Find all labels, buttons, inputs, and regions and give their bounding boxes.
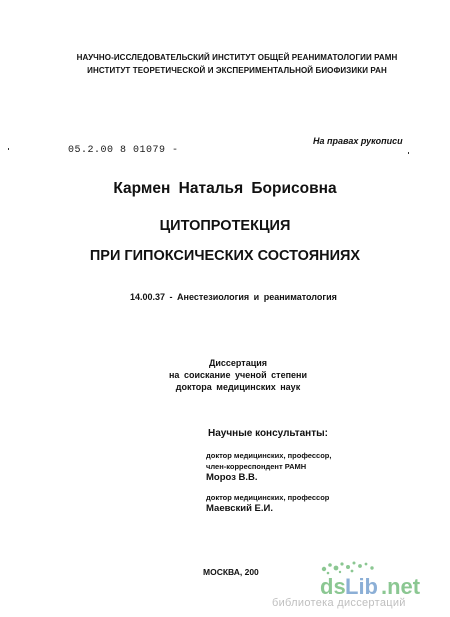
institute-line-2: ИНСТИТУТ ТЕОРЕТИЧЕСКОЙ И ЭКСПЕРИМЕНТАЛЬНОЙ БИОФИЗИКИ РАН <box>87 66 387 75</box>
consultant-1-rank: член-корреспондент РАМН <box>206 462 307 471</box>
city-year: МОСКВА, 200 <box>203 567 259 577</box>
thesis-title-line-2: ПРИ ГИПОКСИЧЕСКИХ СОСТОЯНИЯХ <box>89 248 361 264</box>
specialty-code: 14.00.37 - Анестезиология и реаниматология <box>130 292 337 302</box>
consultant-2-title: доктор медицинских, профессор <box>206 493 330 502</box>
author-name: Кармен Наталья Борисовна <box>113 180 337 197</box>
thesis-title-line-1: ЦИТОПРОТЕКЦИЯ <box>159 218 291 234</box>
dslib-watermark-logo <box>272 560 450 617</box>
consultant-1-title: доктор медицинских, профессор, <box>206 451 332 460</box>
dissertation-label: Диссертация <box>208 358 268 368</box>
scan-speck <box>8 148 9 150</box>
consultant-2-name: Маевский Е.И. <box>206 503 274 514</box>
library-stamp-number: 05.2.00 8 01079 - <box>68 145 179 156</box>
rights-note: На правах рукописи <box>313 136 403 146</box>
consultant-1-name: Мороз В.В. <box>206 472 258 483</box>
svg-text:ds: ds <box>320 574 346 599</box>
svg-text:Lib: Lib <box>345 574 378 599</box>
svg-text:.net: .net <box>381 574 421 599</box>
degree-line-2: доктора медицинских наук <box>175 382 301 392</box>
dslib-watermark-subtitle: библиотека диссертаций <box>272 597 406 609</box>
degree-line-1: на соискание ученой степени <box>169 370 307 380</box>
consultants-heading: Научные консультанты: <box>208 428 328 439</box>
institute-line-1: НАУЧНО-ИССЛЕДОВАТЕЛЬСКИЙ ИНСТИТУТ ОБЩЕЙ РЕАНИМАТОЛОГИИ РАМН <box>76 53 398 62</box>
scan-speck <box>408 152 409 154</box>
